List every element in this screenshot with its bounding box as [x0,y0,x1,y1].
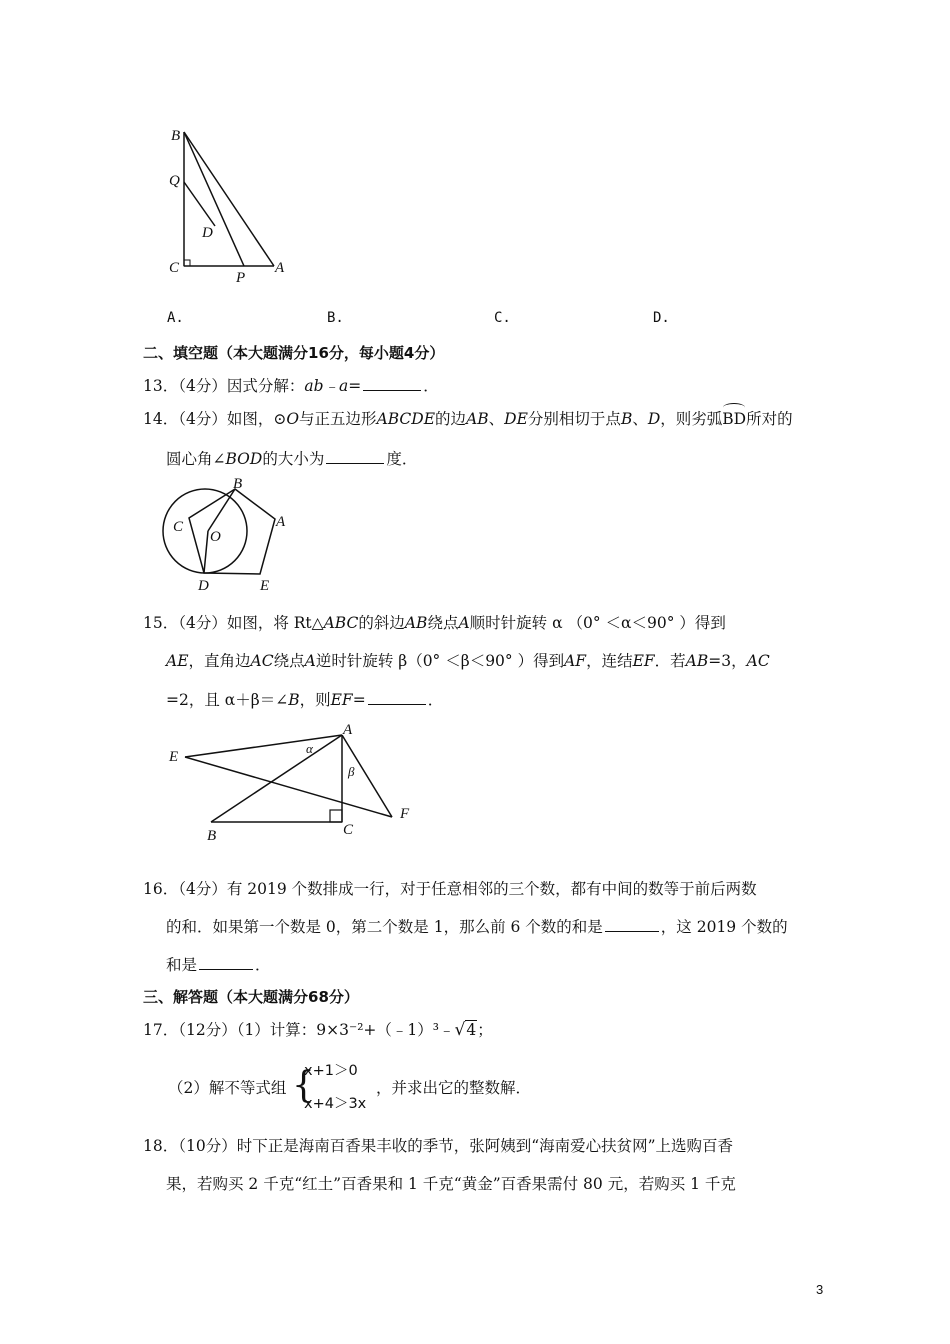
question-18-line-2: 果，若购买 2 千克“红土”百香果和 1 千克“黄金”百香果需付 80 元，若购买 1 千克 [166,1175,736,1193]
arc-bd: BD [722,410,747,428]
option-b: B. [327,310,344,326]
page-number: 3 [816,1282,824,1297]
answer-blank-13 [363,374,421,391]
figure-q15 [165,720,425,845]
fig12-label-q: Q [169,173,180,189]
section-3-heading: 三、解答题（本大题满分68分） [143,988,359,1006]
inequality-1: x+1＞0 [304,1063,358,1079]
fig15-label-e: E [169,749,179,765]
answer-blank-15 [368,688,426,705]
answer-blank-16a [605,915,659,932]
question-15-line-3: =2，且 α＋β＝∠B，则EF= ． [166,688,443,711]
question-16-line-3: 和是 ． [166,953,271,976]
question-16-line-1: 16．（4分）有 2019 个数排成一行，对于任意相邻的三个数，都有中间的数等于前后两数 [143,880,757,898]
question-17-line-2: （2）解不等式组 [168,1079,287,1097]
fig15-label-c: C [343,822,354,838]
option-c: C. [494,310,511,326]
fig15-label-alpha: α [306,741,313,756]
fig15-label-f: F [400,806,410,822]
question-13: 13．（4分）因式分解：ab﹣a= ． [143,374,439,397]
fig14-label-a: A [276,514,286,530]
question-17-line-1: 17．（12分）（1）计算：9×3⁻²+（﹣1）³﹣√4； [143,1020,493,1040]
fig12-label-c: C [169,260,180,276]
fig12-label-p: P [236,270,246,286]
fig14-label-o: O [210,529,221,545]
fig15-label-beta: β [348,764,355,779]
fig12-label-b: B [171,128,181,144]
question-16-line-2: 的和．如果第一个数是 0，第二个数是 1，那么前 6 个数的和是 ，这 2019 个数的 [166,915,788,938]
figure-q14 [160,474,300,594]
fig14-label-e: E [260,578,270,594]
question-15-line-2: AE，直角边AC绕点A逆时针旋转 β（0° ＜β＜90° ）得到AF，连结EF．若AB=3，AC [166,652,770,670]
figure-q12 [160,122,300,287]
fig12-label-d: D [202,225,213,241]
fig14-label-d: D [198,578,209,594]
question-15-line-1: 15．（4分）如图，将 Rt△ABC的斜边AB绕点A顺时针旋转 α （0° ＜α＜90° ）得到 [143,614,726,632]
fig14-label-b: B [233,476,243,492]
system-brace: { [292,1065,315,1106]
answer-blank-16b [199,953,253,970]
fig14-label-c: C [173,519,184,535]
question-14-line-1: 14．（4分）如图，⊙O与正五边形ABCDE的边AB、DE分别相切于点B、D，则劣弧BD所对的 [143,410,793,428]
option-a: A. [167,310,184,326]
fig12-label-a: A [275,260,285,276]
fig15-label-a: A [343,722,353,738]
answer-blank-14 [326,447,384,464]
inequality-2: x+4＞3x [304,1096,367,1112]
section-2-heading: 二、填空题（本大题满分16分，每小题4分） [143,344,445,362]
question-17-line-2-end: ，并求出它的整数解． [376,1079,532,1097]
sqrt-symbol: √ [454,1020,466,1040]
question-14-line-2: 圆心角∠BOD的大小为 度． [166,447,417,470]
question-18-line-1: 18．（10分）时下正是海南百香果丰收的季节，张阿姨到“海南爱心扶贫网”上选购百香 [143,1137,734,1155]
option-d: D. [653,310,670,326]
fig15-label-b: B [207,828,217,844]
